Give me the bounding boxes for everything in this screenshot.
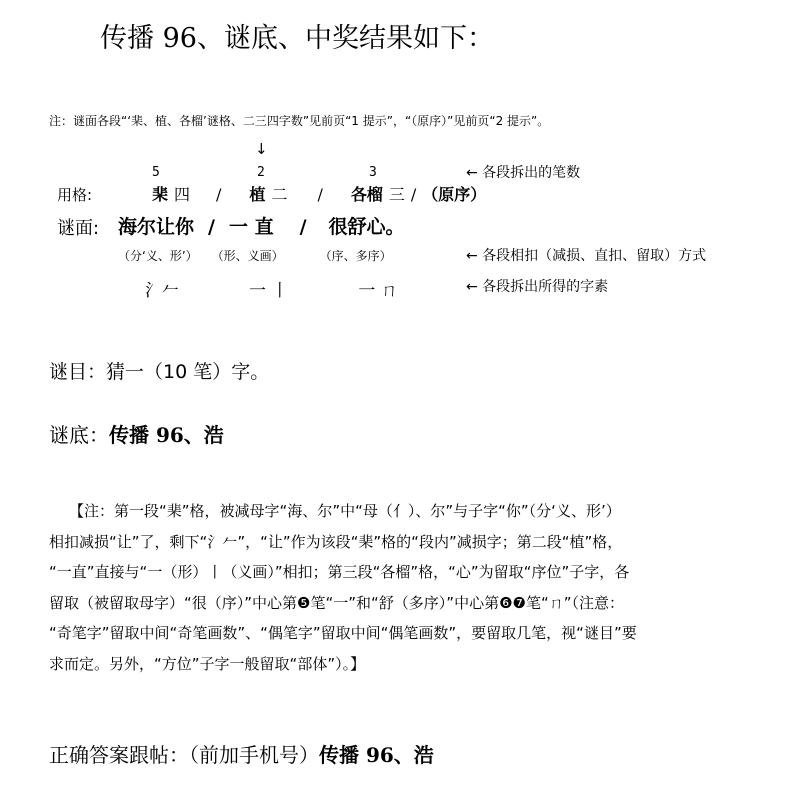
explanation-line-6: 求而定。另外，“方位”子字一般留取“部体”）。】 <box>49 654 366 673</box>
element-1: 氵𠂉 <box>145 281 179 301</box>
order-note: （原序） <box>422 185 487 204</box>
pattern-separator-1: / <box>216 185 222 204</box>
element-3: 一 ㄇ <box>358 281 398 301</box>
top-note: 注：谜面各段“‘棐、植、各榴’谜格、二三四字数”见前页“1 提示”，“（原序）”见前页“2 提示”。 <box>49 114 550 128</box>
pattern-count-3: 三 <box>388 185 405 204</box>
element-2: 一 丨 <box>249 281 289 301</box>
explanation-line-2: 相扣减损“让”了，剩下“氵𠂉”，“让”作为该段“棐”格的“段内”减损字；第二段“植”格， <box>49 532 623 551</box>
method-1: （分‘义、形’） <box>118 249 198 263</box>
page-title: 传播 96、谜底、中奖结果如下： <box>100 23 494 54</box>
answer-line <box>49 419 224 448</box>
method-3: （序、多序） <box>319 249 392 263</box>
elements-row <box>145 276 398 301</box>
annotation-methods: ← 各段相扣（减损、直扣、留取）方式 <box>466 248 707 264</box>
annotation-elements: ← 各段拆出所得的字素 <box>466 279 609 295</box>
answer-label: 谜底： <box>49 423 109 447</box>
stroke-count-2: 2 <box>257 165 265 180</box>
stroke-count-3: 3 <box>369 165 377 180</box>
explanation <box>49 496 749 679</box>
answer-value: 传播 96、浩 <box>109 423 224 447</box>
annotation-strokes: ← 各段拆出的笔数 <box>466 165 581 181</box>
final-value: 传播 96、浩 <box>319 743 434 767</box>
explanation-line-5: “奇笔字”留取中间“奇笔画数”、“偶笔字”留取中间“偶笔画数”，要留取几笔，视“谜目”要 <box>49 624 637 642</box>
pattern-count-2: 二 <box>271 185 288 204</box>
method-2: （形、义画） <box>211 249 284 263</box>
down-arrow-icon: ↓ <box>255 140 268 158</box>
pattern-name-1: 棐 <box>152 185 169 204</box>
face-separator-1: / <box>208 216 215 238</box>
stroke-count-1: 5 <box>152 165 160 180</box>
face-label: 谜面: <box>57 218 100 239</box>
pattern-label: 用格: <box>57 186 93 204</box>
face-segment-1: 海尔让你 <box>118 216 195 238</box>
pattern-name-3: 各榴 <box>350 185 383 204</box>
face-segment-2: 一 直 <box>228 216 274 238</box>
explanation-line-4: 留取（被留取母字）“很（序）”中心第❺笔“一”和“舒（多序）”中心第❻❼笔“ㄇ”（注意： <box>49 593 625 612</box>
face-separator-2: / <box>299 216 307 238</box>
pattern-separator-2: / <box>317 185 323 204</box>
pattern-separator-3: / <box>410 185 417 204</box>
riddle-target: 谜目：猜一（10 笔）字。 <box>49 361 270 383</box>
face-content <box>118 212 405 239</box>
explanation-line-3: “一直”直接与“一（形）丨（义画）”相扣；第三段“各榴”格，“心”为留取“序位”子字，各 <box>49 563 630 581</box>
pattern-name-2: 植 <box>249 185 266 204</box>
final-line <box>49 739 434 768</box>
final-label: 正确答案跟帖：（前加手机号） <box>49 743 319 767</box>
pattern-count-1: 四 <box>174 185 191 204</box>
methods-row <box>118 247 392 264</box>
pattern-row <box>152 182 486 205</box>
face-segment-3: 很舒心。 <box>328 216 405 238</box>
explanation-line-1: 【注：第一段“棐”格，被减母字“海、尔”中“母（亻）、尔”与子字“你”（分‘义、形’） <box>69 502 621 520</box>
